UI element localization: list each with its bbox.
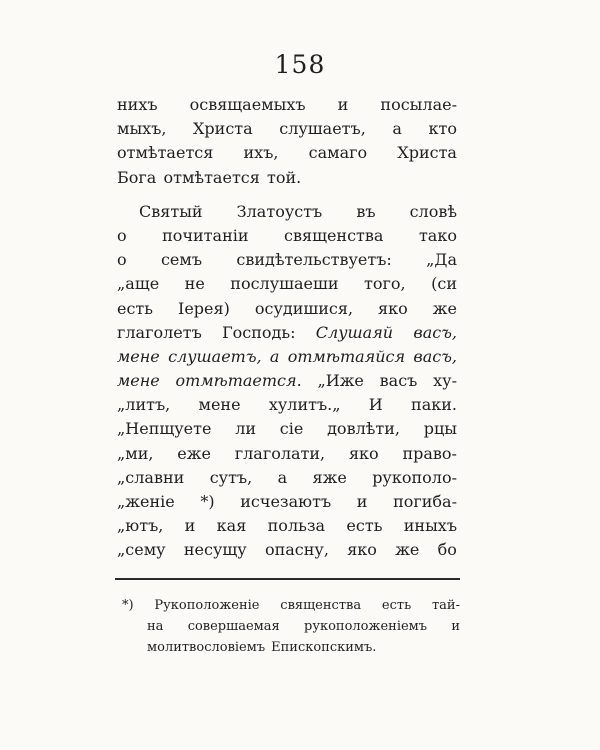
footnote-word: священства: [280, 598, 362, 613]
word: Христа: [193, 119, 253, 139]
word: „литъ,: [117, 395, 171, 415]
word: нихъ: [117, 95, 158, 114]
word: почитаніи: [162, 225, 249, 245]
word: о: [117, 250, 127, 270]
footnote: [122, 598, 460, 661]
word: мене: [117, 371, 160, 391]
word: сутъ,: [209, 467, 253, 487]
word: бо: [437, 540, 457, 560]
word: священства: [284, 225, 384, 245]
word: а: [269, 346, 280, 366]
word: рцы: [423, 419, 457, 439]
word: свидѣтельствуетъ:: [236, 250, 392, 270]
word: Святый: [139, 201, 203, 221]
word: иныхъ: [403, 516, 457, 536]
word: васъ,: [413, 346, 457, 366]
word: яже: [312, 467, 347, 487]
footnote-word: Рукоположеніе: [154, 598, 260, 613]
word: „Непщуете: [117, 419, 212, 439]
word: мыхъ,: [117, 119, 167, 139]
word: слушаетъ,: [168, 346, 262, 366]
word: Златоустъ: [236, 201, 323, 221]
word: несущу: [183, 540, 247, 560]
word: паки.: [411, 395, 457, 415]
word: Бога: [117, 167, 157, 187]
word: „Да: [426, 250, 457, 270]
footnote-word: Епископскимъ.: [271, 640, 377, 655]
text-line: [117, 492, 457, 516]
footnote-word: и: [451, 619, 460, 634]
word: Слушаяй: [315, 322, 394, 342]
footnote-word: *): [122, 598, 134, 613]
word: и: [184, 516, 196, 536]
text-line: [117, 226, 457, 250]
word: яко: [378, 298, 408, 318]
word: тако: [418, 225, 457, 245]
word: посылае-: [380, 95, 457, 114]
word: мене: [198, 395, 241, 415]
word: „сему: [117, 540, 166, 560]
text-line: [117, 395, 457, 419]
text-line: [117, 419, 457, 443]
page-number: 158: [274, 50, 326, 79]
word: кая: [216, 516, 247, 536]
word: а: [277, 467, 288, 487]
word: отмѣтается: [117, 143, 214, 163]
footnote-word: совершаемая: [187, 619, 280, 634]
text-line: [117, 202, 457, 226]
footnote-word: на: [147, 619, 164, 634]
footnote-line: [122, 619, 460, 640]
word: рукополо-: [372, 467, 457, 487]
word: не: [184, 274, 205, 294]
word: Христа: [397, 143, 457, 163]
footnote-rule: [115, 578, 460, 580]
word: Господь:: [222, 322, 296, 342]
word: Іерея): [178, 298, 230, 318]
word: погиба-: [393, 492, 457, 511]
word: отмѣтается.: [175, 371, 302, 391]
word: яко: [347, 540, 377, 560]
word: самаго: [308, 143, 368, 163]
text-line: [117, 274, 457, 298]
word: о: [117, 225, 127, 245]
word: же: [432, 298, 457, 318]
text-line: [117, 168, 457, 192]
word: „ютъ,: [117, 516, 164, 536]
word: глаголетъ: [117, 322, 202, 342]
word: и: [356, 492, 368, 511]
text-line: [117, 119, 457, 143]
word: есть: [346, 516, 383, 536]
footnote-line: [122, 598, 460, 619]
footnote-word: тай-: [431, 598, 460, 613]
word: еже: [177, 443, 211, 463]
word: „аще: [117, 274, 160, 294]
word: той.: [267, 167, 302, 187]
word: „Иже: [317, 371, 364, 391]
word: въ: [356, 201, 376, 221]
word: „ми,: [117, 443, 154, 463]
text-line: [117, 95, 457, 119]
footnote-word: рукоположеніемъ: [304, 619, 428, 634]
word: *): [200, 492, 215, 511]
footnote-line: [122, 640, 460, 661]
text-line: [117, 250, 457, 274]
word: „женіе: [117, 492, 175, 511]
word: же: [395, 540, 420, 560]
word: ху-: [433, 371, 457, 391]
text-line: [117, 516, 457, 540]
word: глаголати,: [234, 443, 326, 463]
word: и: [337, 95, 349, 114]
word: сіе: [279, 419, 304, 439]
word: И: [368, 395, 383, 415]
word: словѣ: [409, 201, 457, 221]
word: польза: [267, 516, 326, 536]
footnote-word: есть: [381, 598, 412, 613]
word: ихъ,: [243, 143, 279, 163]
word: довлѣти,: [327, 419, 400, 439]
word: опасну,: [264, 540, 329, 560]
word: слушаетъ,: [279, 119, 366, 139]
word: семъ: [160, 250, 203, 270]
word: а: [392, 119, 402, 139]
word: исчезаютъ: [240, 492, 332, 511]
word: отмѣтается: [163, 167, 260, 187]
word: васъ: [379, 371, 418, 391]
word: хулитъ.„: [268, 395, 341, 415]
text-line: [117, 371, 457, 395]
word: того,: [364, 274, 406, 294]
word: „славни: [117, 467, 185, 487]
word: право-: [402, 443, 457, 463]
text-line: [117, 347, 457, 371]
body-text: [117, 95, 457, 565]
text-line: [117, 444, 457, 468]
text-line: [117, 323, 457, 347]
word: яко: [348, 443, 379, 463]
word: мене: [117, 346, 160, 366]
word: освящаемыхъ: [189, 95, 306, 114]
text-line: [117, 299, 457, 323]
word: васъ,: [413, 322, 457, 342]
text-line: [117, 468, 457, 492]
word: послушаеши: [230, 274, 339, 294]
text-line: [117, 540, 457, 564]
word: ли: [235, 419, 257, 439]
word: осудишися,: [254, 298, 354, 318]
text-line: [117, 143, 457, 167]
word: есть: [117, 298, 153, 318]
footnote-word: молитвословіемъ: [147, 640, 266, 655]
word: кто: [428, 119, 457, 139]
word: отмѣтаяйся: [287, 346, 406, 366]
word: (си: [431, 274, 457, 294]
